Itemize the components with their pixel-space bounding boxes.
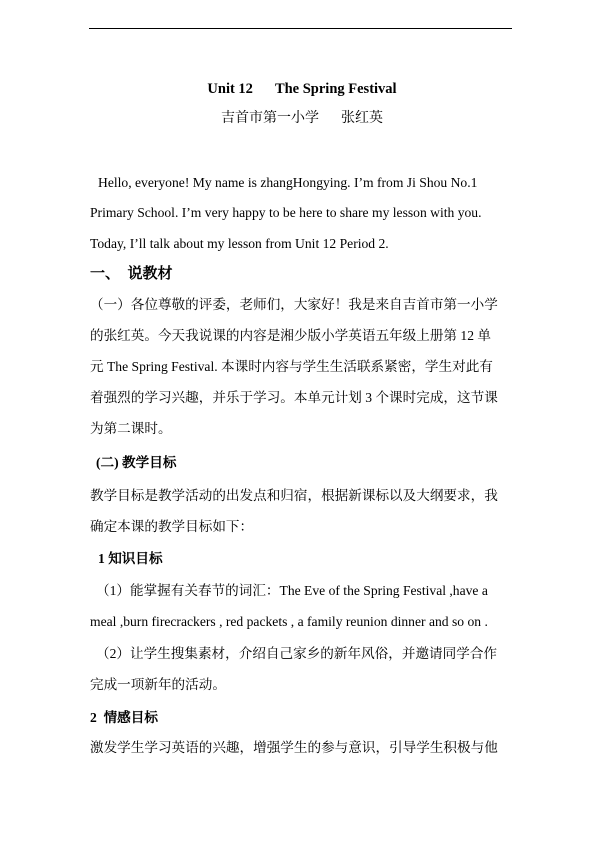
part1-line-3: 元 The Spring Festival. 本课时内容与学生生活联系紧密，学生对此有 — [90, 359, 493, 374]
author-line — [90, 109, 514, 129]
part2-line-2: 确定本课的教学目标如下： — [90, 519, 254, 534]
part1-line-4: 着强烈的学习兴趣，并乐于学习。本单元计划 3 个课时完成，这节课 — [90, 390, 498, 405]
school-name: 吉首市第一小学 — [221, 111, 319, 126]
part2-heading: (二) 教学目标 — [96, 455, 177, 470]
intro-line-3: Today, I’ll talk about my lesson from Unit 12 Period 2. — [90, 236, 389, 251]
document-title — [90, 79, 514, 99]
emotion-heading: 2 情感目标 — [90, 710, 158, 725]
part1-line-1: （一）各位尊敬的评委，老师们，大家好！我是来自吉首市第一小学 — [90, 297, 498, 312]
knowledge-line-4: 完成一项新年的活动。 — [90, 677, 226, 692]
knowledge-line-2: meal ,burn firecrackers , red packets , a family reunion dinner and so on . — [90, 614, 488, 629]
intro-line-1: Hello, everyone! My name is zhangHongying. I’m from Ji Shou No.1 — [98, 175, 478, 190]
knowledge-heading: 1 知识目标 — [98, 551, 163, 566]
title-unit: Unit 12 — [207, 81, 253, 97]
part1-line-2: 的张红英。今天我说课的内容是湘少版小学英语五年级上册第 12 单 — [90, 328, 492, 343]
knowledge-line-1: （1）能掌握有关春节的词汇：The Eve of the Spring Festival ,have a — [96, 583, 488, 598]
section1-heading: 一、 说教材 — [90, 266, 173, 282]
knowledge-line-3: （2）让学生搜集素材，介绍自己家乡的新年风俗，并邀请同学合作 — [96, 646, 498, 661]
emotion-line-1: 激发学生学习英语的兴趣，增强学生的参与意识，引导学生积极与他 — [90, 740, 498, 755]
header-rule — [89, 28, 512, 29]
part2-line-1: 教学目标是教学活动的出发点和归宿，根据新课标以及大纲要求，我 — [90, 488, 498, 503]
part1-line-5: 为第二课时。 — [90, 421, 172, 436]
intro-line-2: Primary School. I’m very happy to be here to share my lesson with you. — [90, 205, 482, 220]
title-name: The Spring Festival — [274, 81, 397, 97]
author-name: 张红英 — [341, 111, 383, 126]
